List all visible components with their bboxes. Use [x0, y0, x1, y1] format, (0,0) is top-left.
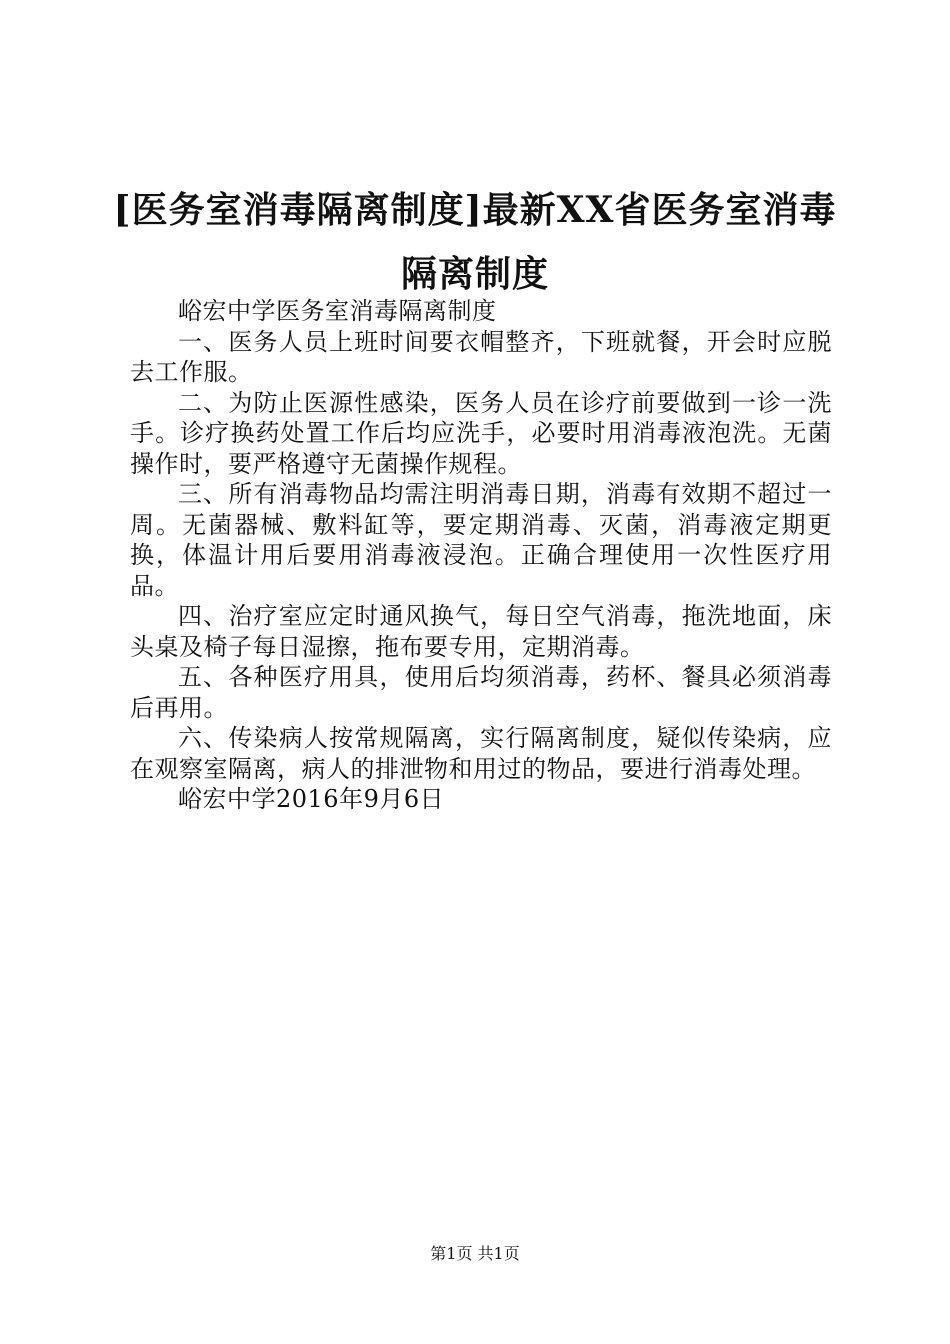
- paragraph-rule-1: 一、医务人员上班时间要衣帽整齐，下班就餐，开会时应脱去工作服。: [130, 327, 832, 386]
- document-title: [医务室消毒隔离制度]最新XX省医务室消毒隔离制度: [113, 189, 837, 295]
- paragraph-rule-2: 二、为防止医源性感染，医务人员在诊疗前要做到一诊一洗手。诊疗换药处置工作后均应洗手，必要时用消毒液泡洗。无菌操作时，要严格遵守无菌操作规程。: [130, 388, 832, 478]
- document-body: [130, 296, 832, 815]
- page-footer: 第1页 共1页: [430, 1244, 520, 1263]
- paragraph-signature-date: 峪宏中学2016年9月6日: [178, 785, 445, 813]
- paragraph-rule-5: 五、各种医疗用具，使用后均须消毒，药杯、餐具必须消毒后再用。: [130, 663, 832, 722]
- paragraph-rule-6: 六、传染病人按常规隔离，实行隔离制度，疑似传染病，应在观察室隔离，病人的排泄物和用过的物品，要进行消毒处理。: [130, 724, 832, 783]
- paragraph-rule-3: 三、所有消毒物品均需注明消毒日期，消毒有效期不超过一周。无菌器械、敷料缸等，要定期消毒、灭菌，消毒液定期更换，体温计用后要用消毒液浸泡。正确合理使用一次性医疗用品。: [130, 480, 832, 600]
- paragraph-heading: 峪宏中学医务室消毒隔离制度: [178, 297, 497, 325]
- paragraph-rule-4: 四、治疗室应定时通风换气，每日空气消毒，拖洗地面，床头桌及椅子每日湿擦，拖布要专用，定期消毒。: [130, 602, 832, 661]
